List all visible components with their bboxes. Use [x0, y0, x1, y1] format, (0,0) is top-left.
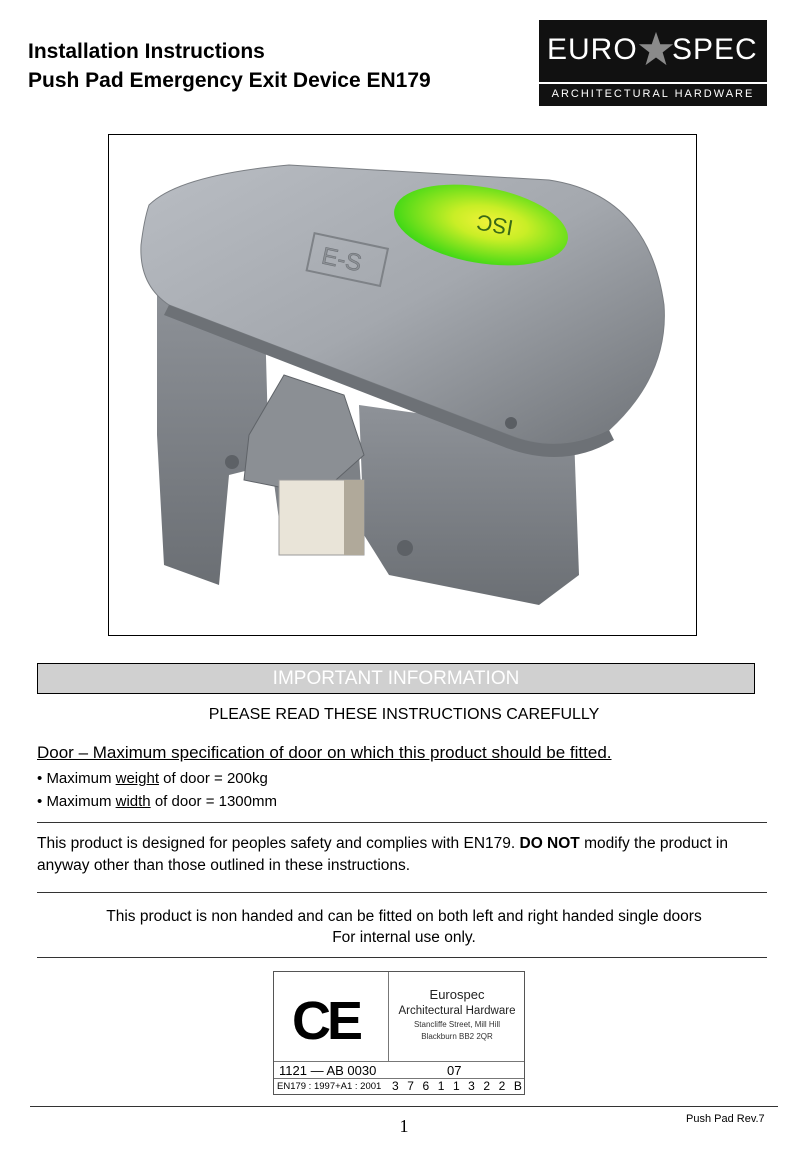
handing-line-1: This product is non handed and can be fitted on both left and right handed single doors [106, 908, 702, 925]
code-digit: 1 [452, 1079, 460, 1093]
logo-right-word: SPEC [672, 33, 758, 66]
please-read-notice: PLEASE READ THESE INSTRUCTIONS CAREFULLY [208, 706, 600, 723]
door-spec-heading: Door – Maximum specification of door on which this product should be fitted. [37, 743, 612, 762]
max-weight-key: weight [115, 770, 159, 787]
page-number: 1 [399, 1116, 409, 1136]
divider [37, 957, 767, 958]
code-digit: 1 [437, 1079, 445, 1093]
device-embossed-logo: E-S [319, 242, 364, 278]
footer-divider [30, 1106, 778, 1107]
safety-text-after: modify the product in anyway other than those outlined in these instructions. [37, 835, 728, 874]
label-standard: EN179 : 1997+A1 : 2001 [277, 1081, 382, 1092]
safety-warning-bold: DO NOT [519, 835, 580, 852]
handing-notice [0, 906, 808, 948]
max-width-value: of door = 1300mm [154, 793, 277, 810]
document-title-line-1: Installation Instructions [28, 40, 265, 63]
label-year: 07 [447, 1063, 462, 1078]
star-icon [637, 30, 675, 68]
pad-lettering: ISC [474, 209, 516, 241]
code-digit: B [513, 1079, 522, 1093]
logo-left-word: EURO [547, 33, 638, 66]
code-digit: 7 [407, 1079, 414, 1093]
banner-text: IMPORTANT INFORMATION [272, 668, 520, 689]
label-address-1: Stancliffe Street, Mill Hill [413, 1020, 501, 1029]
label-company-sub: Architectural Hardware [398, 1005, 516, 1017]
code-digit: 3 [468, 1079, 475, 1093]
divider [37, 892, 767, 893]
label-classification-code [392, 1079, 522, 1093]
max-width-prefix: Maximum [46, 793, 112, 810]
max-weight-line [37, 770, 268, 787]
divider [37, 822, 767, 823]
important-information-banner [37, 663, 755, 694]
eurospec-logo [539, 20, 767, 106]
max-width-line [37, 793, 277, 810]
max-width-key: width [115, 793, 151, 810]
handing-line-2: For internal use only. [332, 929, 476, 946]
logo-tagline: ARCHITECTURAL HARDWARE [551, 88, 755, 100]
ce-certification-label [273, 971, 525, 1095]
label-notified-body: 1121 — AB 0030 [279, 1063, 377, 1078]
label-company: Eurospec [429, 987, 485, 1002]
product-image [108, 134, 697, 636]
bullet: • [37, 770, 43, 787]
safety-text-before: This product is designed for peoples safety and complies with EN179. [37, 835, 516, 852]
code-digit: 2 [498, 1079, 506, 1093]
code-digit: 6 [422, 1079, 430, 1093]
code-digit: 2 [483, 1079, 491, 1093]
ce-mark: CE [292, 991, 360, 1051]
safety-notice [37, 833, 772, 877]
label-address-2: Blackburn BB2 2QR [421, 1032, 493, 1041]
bullet: • [37, 793, 43, 810]
revision-label: Push Pad Rev.7 [686, 1113, 765, 1125]
max-weight-value: of door = 200kg [163, 770, 268, 787]
code-digit: 3 [392, 1079, 399, 1093]
document-title-line-2: Push Pad Emergency Exit Device EN179 [28, 69, 431, 92]
max-weight-prefix: Maximum [46, 770, 112, 787]
